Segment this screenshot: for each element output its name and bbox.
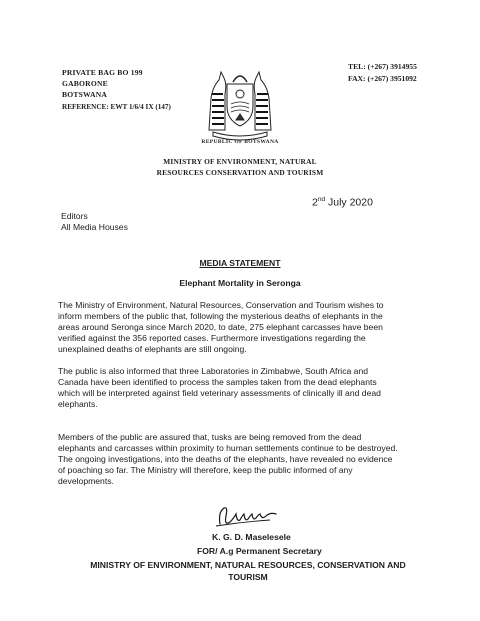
reference-number: REFERENCE: EWT 1/6/4 IX (147) (62, 103, 171, 111)
right-zebra-supporter (254, 72, 271, 130)
signatory-name: K. G. D. Maselesele (212, 532, 291, 542)
signatory-role: FOR/ A.g Permanent Secretary (197, 546, 322, 556)
body-paragraph (58, 300, 438, 355)
paragraph-line: areas around Seronga since March 2020, to date, 275 elephant carcasses have been (58, 322, 383, 332)
paragraph-line: The Ministry of Environment, Natural Resources, Conservation and Tourism wishes to (58, 300, 384, 310)
ministry-heading (0, 156, 480, 178)
date-suffix: nd (317, 196, 326, 203)
ministry-line: MINISTRY OF ENVIRONMENT, NATURAL (163, 157, 317, 166)
coat-of-arms-emblem (203, 58, 277, 142)
paragraph-line: unexplained deaths of elephants are still ongoing. (58, 344, 247, 354)
recipients (61, 211, 128, 233)
paragraph-line: Members of the public are assured that, tusks are being removed from the dead (58, 432, 362, 442)
paragraph-line: inform members of the public that, following the mysterious deaths of elephants in the (58, 311, 383, 321)
paragraph-line: elephants. (58, 399, 98, 409)
telephone: TEL: (+267) 3914955 (348, 62, 417, 71)
paragraph-line: The public is also informed that three Laboratories in Zimbabwe, South Africa and (58, 366, 369, 376)
shield (227, 84, 253, 126)
paragraph-line: verified against the 356 reported cases. Furthermore investigations regarding the (58, 333, 366, 343)
recipient-line: All Media Houses (61, 222, 128, 232)
paragraph-line: of poaching so far. The Ministry will therefore, keep the public informed of any (58, 465, 353, 475)
contact-block (348, 61, 417, 85)
paragraph-line: Canada have been identified to process the samples taken from the dead elephants (58, 377, 377, 387)
signatory-ministry-line: TOURISM (228, 572, 268, 582)
paragraph-line: The ongoing investigations, into the deaths of the elephants, have revealed no evidence (58, 454, 393, 464)
body-paragraph (58, 366, 438, 410)
date-rest: July 2020 (325, 196, 373, 209)
statement-subtitle: Elephant Mortality in Seronga (179, 278, 301, 288)
signatory-ministry (0, 559, 480, 583)
address-line: BOTSWANA (62, 90, 108, 99)
crest-top (233, 76, 247, 82)
paragraph-line: which will be interpreted against field veterinary assessments of clinically ill and dead (58, 388, 381, 398)
ministry-line: RESOURCES CONSERVATION AND TOURISM (156, 168, 324, 177)
body-paragraph (58, 432, 438, 487)
letter-date (312, 196, 373, 209)
postal-address (62, 67, 143, 100)
republic-caption: REPUBLIC OF BOTSWANA (201, 139, 279, 145)
date-day: 2 (312, 196, 318, 209)
fax: FAX: (+267) 3951092 (348, 74, 417, 83)
address-line: GABORONE (62, 79, 108, 88)
paragraph-line: elephants and carcasses within proximity to human settlements continue to be destroyed. (58, 443, 398, 453)
signatory-ministry-line: MINISTRY OF ENVIRONMENT, NATURAL RESOURCES, CONSERVATION AND (90, 560, 406, 570)
paragraph-line: developments. (58, 476, 114, 486)
handwritten-signature (212, 502, 282, 532)
address-line: PRIVATE BAG BO 199 (62, 68, 143, 77)
statement-title: MEDIA STATEMENT (199, 258, 281, 268)
left-zebra-supporter (209, 72, 226, 130)
recipient-line: Editors (61, 211, 88, 221)
